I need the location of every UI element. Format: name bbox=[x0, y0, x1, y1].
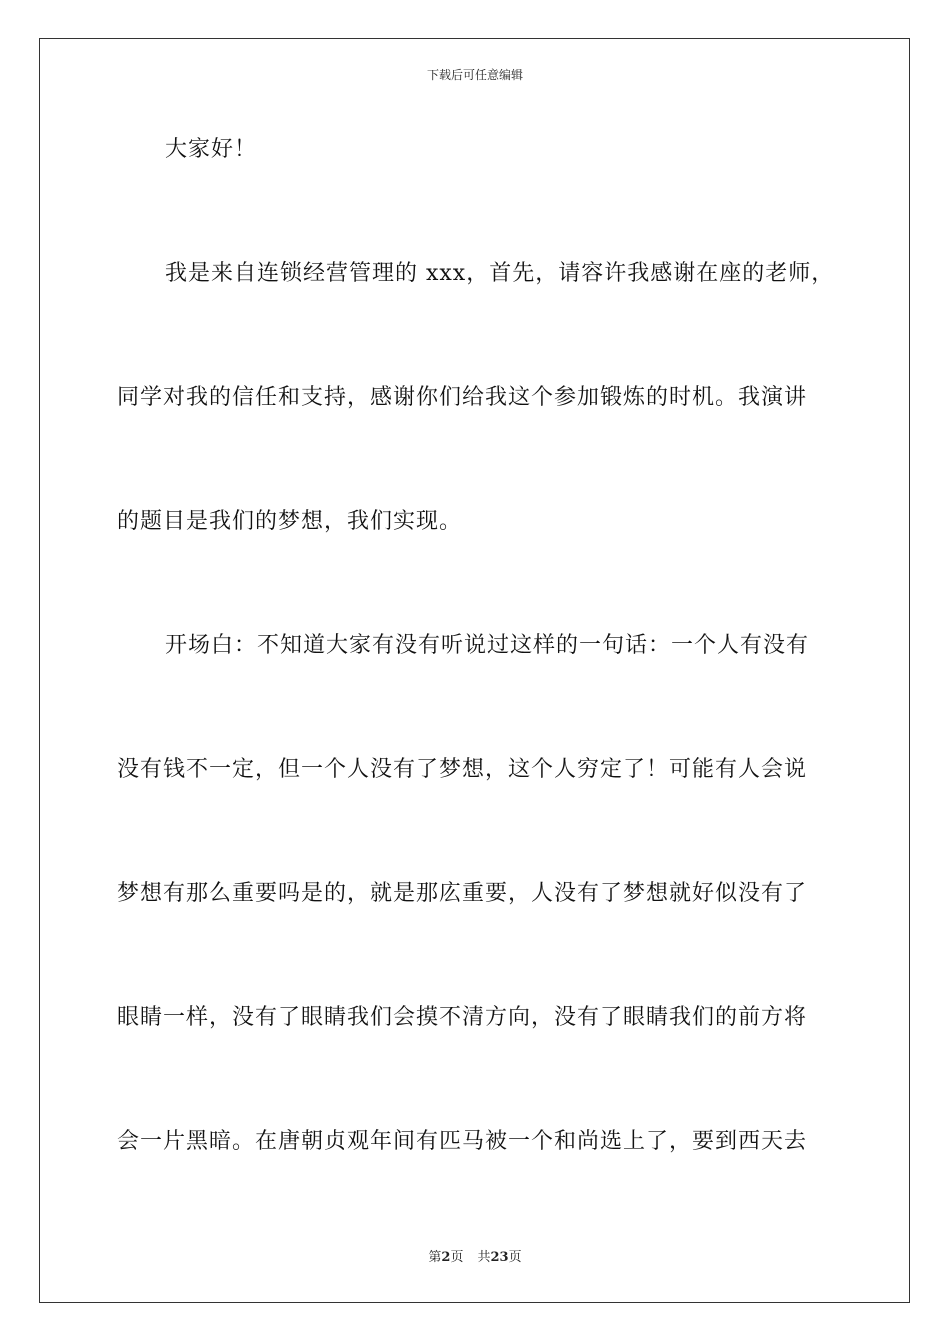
body-line-6: 没有钱不一定，但一个人没有了梦想，这个人穷定了！可能有人会说 bbox=[117, 757, 808, 782]
body-line-8: 眼睛一样，没有了眼睛我们会摸不清方向，没有了眼睛我们的前方将 bbox=[117, 1005, 808, 1030]
body-line-2: 我是来自连锁经营管理的 xxx，首先，请容许我感谢在座的老师， bbox=[165, 261, 835, 286]
total-label-prefix: 共 bbox=[477, 1250, 491, 1265]
body-line-1: 大家好！ bbox=[165, 137, 258, 162]
page-footer bbox=[0, 1250, 950, 1266]
total-pages: 23 bbox=[490, 1250, 509, 1265]
body-line-5: 开场白：不知道大家有没有听说过这样的一句话：一个人有没有 bbox=[165, 633, 810, 658]
body-line-9: 会一片黑暗。在唐朝贞观年间有匹马被一个和尚选上了，要到西天去 bbox=[117, 1129, 808, 1154]
page-label-prefix: 第 bbox=[428, 1250, 442, 1265]
page-label-suffix: 页 bbox=[450, 1250, 464, 1265]
page-frame bbox=[39, 38, 910, 1303]
total-label-suffix: 页 bbox=[508, 1250, 522, 1265]
page-header: 下载后可任意编辑 bbox=[426, 68, 523, 82]
body-line-4: 的题目是我们的梦想，我们实现。 bbox=[117, 509, 463, 534]
body-line-3: 同学对我的信任和支持，感谢你们给我这个参加锻炼的时机。我演讲 bbox=[117, 385, 808, 410]
body-line-7: 梦想有那么重要吗是的，就是那庅重要，人没有了梦想就好似没有了 bbox=[117, 881, 808, 906]
page-number: 2 bbox=[441, 1250, 451, 1265]
